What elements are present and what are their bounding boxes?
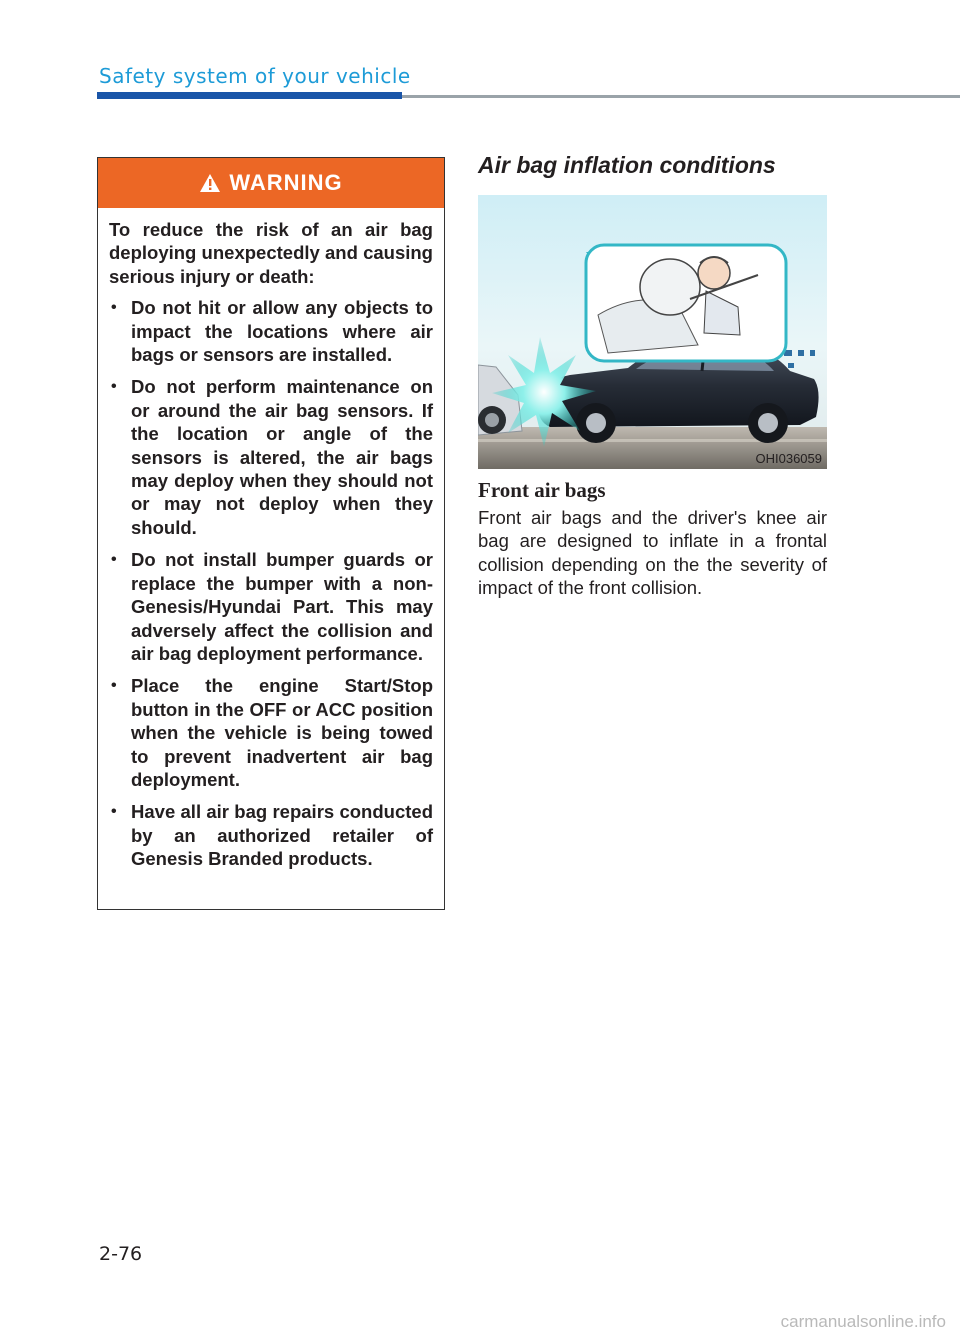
warning-label: WARNING: [229, 170, 343, 195]
subsection-heading: Front air bags: [478, 478, 606, 502]
header-title: Safety system of your vehicle: [99, 64, 411, 88]
warning-item: • Do not perform maintenance on or around the air bag sensors. If the location or angle of the sensors is altered, the air bags may deploy when they should not or may not deploy when they should.: [109, 375, 433, 539]
front-airbags-paragraph: Front air bags and the driver's knee air bag are designed to inflate in a frontal collision depending on the the severity of impact of the front collision.: [478, 507, 827, 599]
warning-item: • Place the engine Start/Stop button in the OFF or ACC position when the vehicle is being towed to prevent inadvertent air bag deployment.: [109, 674, 433, 791]
warning-triangle-icon: [199, 173, 221, 193]
warning-item: • Do not install bumper guards or replace the bumper with a non-Genesis/Hyundai Part. This may adversely affect the collision and air bag deployment performance.: [109, 548, 433, 665]
header-rule: [402, 95, 960, 98]
watermark: carmanualsonline.info: [780, 1312, 946, 1331]
warning-header: [98, 158, 444, 208]
warning-intro: To reduce the risk of an air bag deploying unexpectedly and causing serious injury or death:: [109, 219, 433, 287]
figure-code: OHI036059: [755, 451, 822, 466]
illustration-graphic: [478, 195, 827, 469]
section-title: Air bag inflation conditions: [478, 152, 776, 178]
warning-body: [98, 208, 444, 871]
warning-item: • Have all air bag repairs conducted by an authorized retailer of Genesis Branded products.: [109, 800, 433, 870]
warning-item: • Do not hit or allow any objects to impact the locations where air bags or sensors are installed.: [109, 296, 433, 366]
header-accent-bar: [97, 92, 402, 99]
warning-box: [97, 157, 445, 910]
page-number: 2-76: [99, 1243, 143, 1265]
airbag-collision-illustration: [478, 195, 827, 469]
warning-list: [109, 296, 433, 870]
